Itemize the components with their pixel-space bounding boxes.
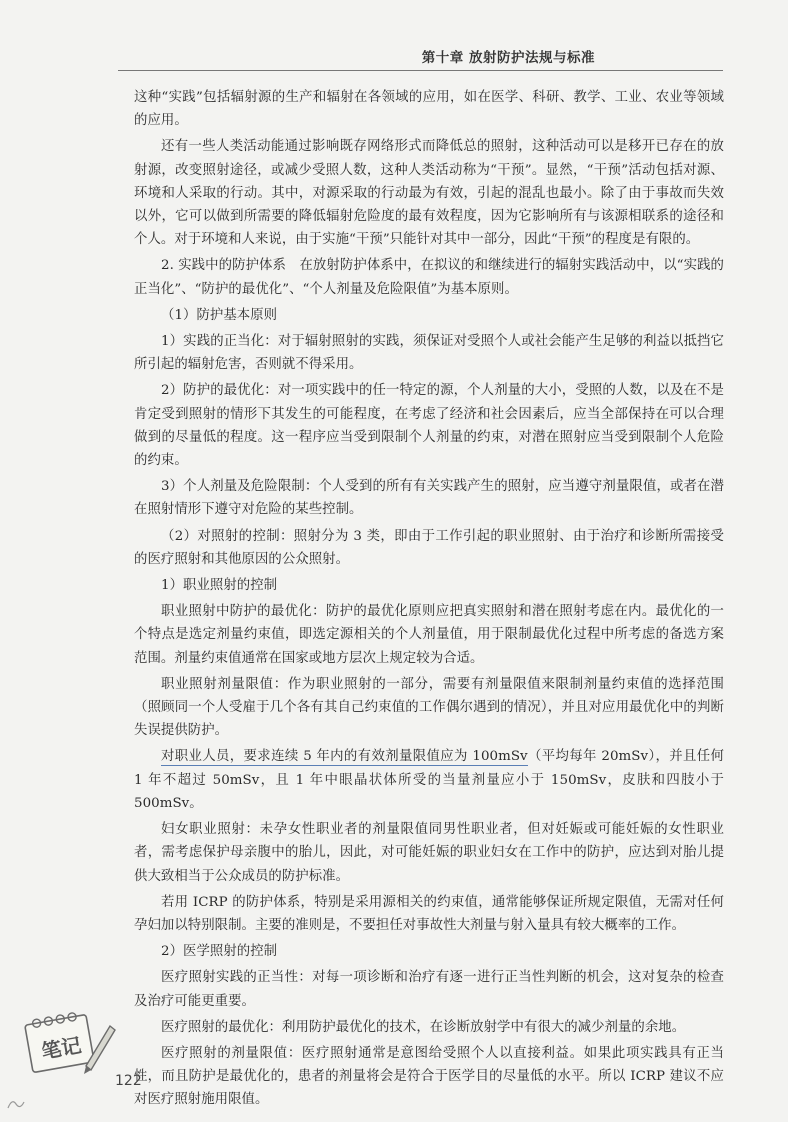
body-text [134,86,724,1112]
subsection-heading: 1）职业照射的控制 [161,578,278,594]
paragraph: 3）个人剂量及危险限制：个人受到的所有有关实践产生的照射，应当遵守剂量限值，或者在潜在照射情形下遵守对危险的某些控制。 [134,479,724,518]
paragraph: 还有一些人类活动能通过影响既存网络形式而降低总的照射，这种活动可以是移开已存在的放射源，改变照射途径，或减少受照人数，这种人类活动称为“干预”。显然，“干预”活动包括对源、环境和人采取的行动。其中，对源采取的行动最为有效，引起的混乱也最小。除了由于事故而失效以外，它可以做到所需要的降低辐射危险度的最有效程度，因为它影响所有与该源相联系的途径和个人。对于环境和人来说，由于实施“干预”只能针对其中一部分，因此“干预”的程度是有限的。 [134,139,724,248]
running-header [118,42,723,71]
page-number: 122 [115,1073,142,1089]
paragraph: （2）对照射的控制：照射分为 3 类，即由于工作引起的职业照射、由于治疗和诊断所需接受的医疗照射和其他原因的公众照射。 [134,528,724,567]
paragraph: 医疗照射的最优化：利用防护最优化的技术，在诊断放射学中有很大的减少剂量的余地。 [161,1019,686,1035]
underlined-text: 对职业人员，要求连续 5 年内的有效剂量限值应为 100mSv [161,749,528,765]
paragraph: 妇女职业照射：未孕女性职业者的剂量限值同男性职业者，但对妊娠或可能妊娠的女性职业者，需考虑保护母亲腹中的胎儿，因此，对可能妊娠的职业妇女在工作中的防护，应达到对胎儿提供大致相当于公众成员的防护标准。 [134,822,724,884]
notes-icon [18,1000,118,1080]
paragraph: 这种“实践”包括辐射源的生产和辐射在各领域的应用，如在医学、科研、教学、工业、农业等领域的应用。 [134,90,724,129]
paragraph: 职业照射中防护的最优化：防护的最优化原则应把真实照射和潜在照射考虑在内。最优化的一个特点是选定剂量约束值，即选定源相关的个人剂量值，用于限制最优化过程中所考虑的备选方案范围。剂量约束值通常在国家或地方层次上规定较为合适。 [134,604,724,666]
paragraph-rest: （平均每年 20mSv），并且任何 1 年不超过 50mSv，且 1 年中眼晶状体所受的当量剂量应小于 150mSv，皮肤和四肢小于 500mSv。 [134,749,724,811]
highlighted-paragraph [134,745,724,815]
section-heading: 2. 实践中的防护体系 在放射防护体系中，在拟议的和继续进行的辐射实践活动中，以“实践的正当化”、“防护的最优化”、“个人剂量及危险限值”为基本原则。 [134,258,724,297]
chapter-title: 第十章 放射防护法规与标准 [421,50,595,66]
corner-decoration-icon [6,1096,26,1112]
svg-text:笔记: 笔记 [39,1032,84,1064]
paragraph: 1）实践的正当化：对于辐射照射的实践，须保证对受照个人或社会能产生足够的利益以抵挡它所引起的辐射危害，否则就不得采用。 [134,334,724,373]
subsection-heading: 2）医学照射的控制 [161,944,278,960]
paragraph: 医疗照射的剂量限值：医疗照射通常是意图给受照个人以直接利益。如果此项实践具有正当性，而且防护是最优化的，患者的剂量将会是符合于医学目的尽量低的水平。所以 ICRP 建议不应对医疗照射施用限值。 [134,1045,724,1108]
paragraph: 医疗照射实践的正当性：对每一项诊断和治疗有逐一进行正当性判断的机会，这对复杂的检查及治疗可能更重要。 [134,970,724,1009]
subsection-heading: （1）防护基本原则 [161,307,278,323]
paragraph: 若用 ICRP 的防护体系，特别是采用源相关的约束值，通常能够保证所规定限值，无需对任何孕妇加以特别限制。主要的准则是，不要担任对事故性大剂量与射入量具有较大概率的工作。 [134,894,724,933]
paragraph: 2）防护的最优化：对一项实践中的任一特定的源，个人剂量的大小，受照的人数，以及在不是肯定受到照射的情形下其发生的可能程度，在考虑了经济和社会因素后，应当全部保持在可以合理做到的尽量低的程度。这一程序应当受到限制个人剂量的约束，对潜在照射应当受到限制个人危险的约束。 [134,383,724,469]
paragraph: 职业照射剂量限值：作为职业照射的一部分，需要有剂量限值来限制剂量约束值的选择范围（照顾同一个人受雇于几个各有其自己约束值的工作偶尔遇到的情况），并且对应用最优化中的判断失误提供防护。 [134,676,724,739]
